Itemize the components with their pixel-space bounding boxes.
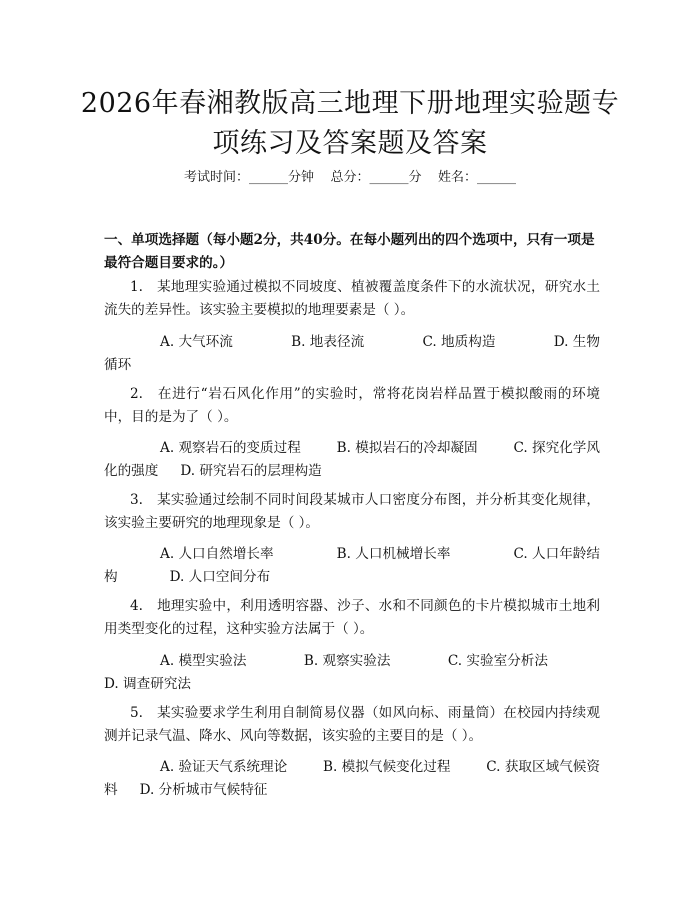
option-d: D. 人口空间分布 bbox=[169, 569, 271, 585]
title-line-1: 2026年春湘教版高三地理下册地理实验题专 bbox=[80, 88, 620, 119]
question-4-stem: 4. 地理实验中，利用透明容器、沙子、水和不同颜色的卡片模拟城市土地利用类型变化的过程，这种实验方法属于（ ）。 bbox=[104, 598, 600, 637]
option-d-continued: 循环 bbox=[104, 357, 132, 373]
question-3-stem: 3. 某实验通过绘制不同时间段某城市人口密度分布图，并分析其变化规律，该实验主要研究的地理现象是（ ）。 bbox=[104, 492, 600, 531]
option-b: B. 模拟岩石的冷却凝固 bbox=[336, 440, 478, 456]
option-c: C. 地质构造 bbox=[422, 334, 496, 350]
option-c-continued: 料 bbox=[104, 782, 118, 798]
question-3-options bbox=[104, 543, 600, 589]
question-5-options bbox=[104, 756, 600, 802]
question-1-stem: 1. 某地理实验通过模拟不同坡度、植被覆盖度条件下的水流状况，研究水土流失的差异性。该实验主要模拟的地理要素是（ ）。 bbox=[104, 279, 600, 318]
question-4-options bbox=[104, 650, 600, 696]
option-b: B. 地表径流 bbox=[291, 334, 365, 350]
exam-info-line: 考试时间：______分钟 总分：______分 姓名：______ bbox=[183, 170, 517, 185]
option-a: A. 模型实验法 bbox=[160, 653, 247, 669]
option-d: D. 研究岩石的层理构造 bbox=[180, 463, 322, 479]
question-5-stem: 5. 某实验要求学生利用自制简易仪器（如风向标、雨量筒）在校园内持续观测并记录气温、降水、风向等数据，该实验的主要目的是（ ）。 bbox=[104, 705, 600, 744]
option-d: D. 调查研究法 bbox=[104, 676, 192, 692]
option-c-continued: 化的强度 bbox=[104, 463, 159, 479]
option-b: B. 模拟气候变化过程 bbox=[323, 759, 451, 775]
option-c: C. 获取区域气候资 bbox=[486, 759, 600, 775]
option-d: D. 分析城市气候特征 bbox=[139, 782, 268, 798]
option-a: A. 验证天气系统理论 bbox=[160, 759, 288, 775]
question-2-stem: 2. 在进行“岩石风化作用”的实验时，常将花岗岩样品置于模拟酸雨的环境中，目的是为了（ ）。 bbox=[104, 386, 600, 425]
option-b: B. 人口机械增长率 bbox=[336, 546, 451, 562]
option-a: A. 人口自然增长率 bbox=[160, 546, 274, 562]
section-heading: 一、单项选择题（每小题2分，共40分。在每小题列出的四个选项中，只有一项是最符合题目要求的。） bbox=[104, 232, 595, 271]
option-c-continued: 构 bbox=[104, 569, 118, 585]
option-c: C. 探究化学风 bbox=[513, 440, 600, 456]
option-c: C. 实验室分析法 bbox=[447, 653, 548, 669]
option-b: B. 观察实验法 bbox=[303, 653, 391, 669]
question-2-options bbox=[104, 437, 600, 483]
question-1-options bbox=[104, 331, 600, 377]
option-a: A. 大气环流 bbox=[160, 334, 233, 350]
option-a: A. 观察岩石的变质过程 bbox=[160, 440, 301, 456]
option-d: D. 生物 bbox=[553, 334, 600, 350]
option-c: C. 人口年龄结 bbox=[513, 546, 600, 562]
title-line-2: 项练习及答案题及答案 bbox=[212, 128, 488, 159]
document-title bbox=[60, 84, 640, 164]
